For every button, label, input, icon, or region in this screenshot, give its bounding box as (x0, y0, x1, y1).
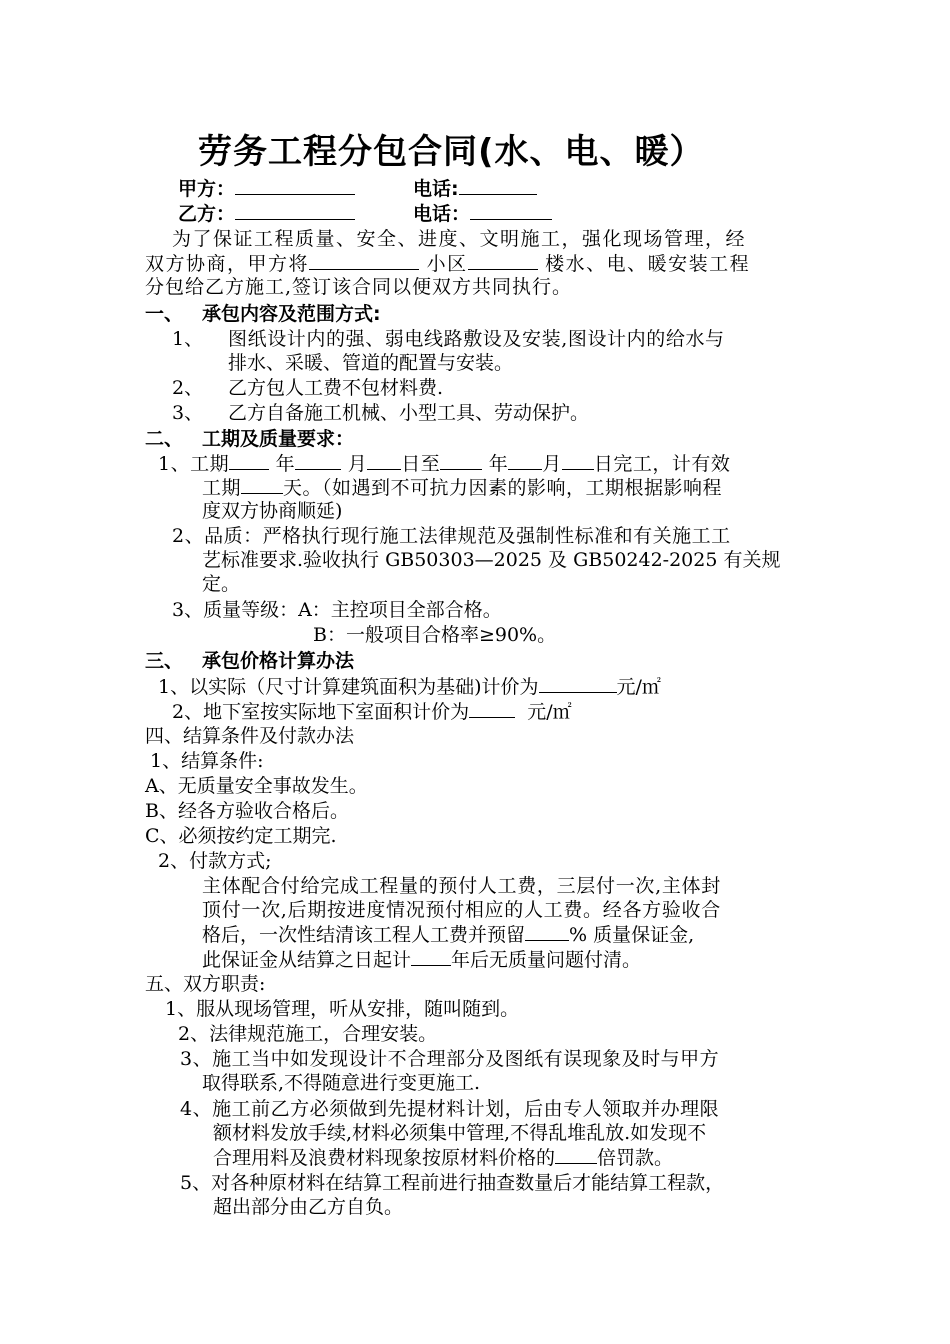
retention-percent-blank (525, 922, 569, 941)
s2-text: 日完工，计有效 (593, 453, 731, 475)
s2-text: 年 (488, 453, 509, 475)
s2-text: 日至 (401, 453, 441, 475)
intro-line-2 (145, 251, 750, 276)
intro-text: 楼水、电、暖安装工程 (545, 253, 751, 275)
s5-item-5-line-1: 5、对各种原材料在结算工程前进行抽查数量后才能结算工程款， (180, 1172, 725, 1194)
start-year-blank (229, 451, 269, 470)
party-b-phone-line (413, 201, 552, 226)
s2-text: 月 (542, 453, 562, 475)
s2-item-2-line-2: 艺标准要求.验收执行 GB50303—2025 及 GB50242-2025 有关规 (202, 549, 781, 571)
s3-text: 1、以实际（尺寸计算建筑面积为基础)计价为 (158, 676, 539, 698)
unit-price-blank (539, 674, 617, 693)
s4-condition-a: A、无质量安全事故发生。 (145, 775, 368, 797)
s2-text: 工期 (202, 477, 242, 499)
end-month-blank (508, 451, 542, 470)
s1-item-1-num: 1、 (172, 328, 204, 350)
s4-condition-b: B、经各方验收合格后。 (145, 800, 349, 822)
s4-item-2: 2、付款方式; (158, 850, 272, 872)
s5-item-4-line-1: 4、施工前乙方必须做到先提材料计划，后由专人领取并办理限 (180, 1098, 720, 1120)
start-month-blank (295, 451, 341, 470)
s4-payment-line-3 (202, 922, 694, 947)
party-a-label: 甲方： (178, 178, 236, 200)
s4-item-1: 1、结算条件: (150, 750, 264, 772)
intro-line-1: 为了保证工程质量、安全、进度、文明施工，强化现场管理，经 (172, 228, 747, 250)
s5-item-4-line-3 (213, 1145, 673, 1170)
section-1-number: 一、 (145, 303, 184, 325)
s3-unit: 元/㎡ (616, 676, 661, 698)
penalty-multiple-blank (555, 1145, 597, 1164)
s5-item-3-line-1: 3、施工当中如发现设计不合理部分及图纸有误现象及时与甲方 (180, 1048, 720, 1070)
s5-item-2: 2、法律规范施工，合理安装。 (178, 1023, 438, 1045)
s3-item-1 (158, 674, 661, 699)
s5-text: 合理用料及浪费材料现象按原材料价格的 (213, 1147, 556, 1169)
s4-text: 此保证金从结算之日起计 (202, 949, 412, 971)
s4-text: 年后无质量问题付清。 (451, 949, 642, 971)
s5-item-5-line-2: 超出部分由乙方自负。 (213, 1196, 404, 1218)
s4-condition-c: C、必须按约定工期完. (145, 825, 337, 847)
party-b-blank (235, 201, 355, 220)
party-a-blank (235, 176, 355, 195)
duration-days-blank (241, 475, 283, 494)
party-a-line (178, 176, 355, 201)
s2-text: 年 (275, 453, 296, 475)
s2-item-1-line-1 (158, 451, 730, 476)
section-3-heading: 承包价格计算办法 (202, 650, 355, 672)
basement-price-blank (469, 699, 515, 718)
s5-item-4-line-2: 额材料发放手续,材料必须集中管理,不得乱堆乱放.如发现不 (213, 1122, 707, 1144)
s3-unit: 元/㎡ (527, 701, 572, 723)
s1-item-1-line-2: 排水、采暖、管道的配置与安装。 (228, 352, 514, 374)
s1-item-1-line-1: 图纸设计内的强、弱电线路敷设及安装,图设计内的给水与 (228, 328, 725, 350)
section-5-heading: 五、双方职责: (145, 973, 266, 995)
s5-item-1: 1、服从现场管理，听从安排，随叫随到。 (165, 998, 520, 1020)
party-b-label: 乙方： (178, 203, 236, 225)
s2-item-3-line-2: B：一般项目合格率≥90%。 (313, 624, 557, 646)
warranty-years-blank (411, 947, 451, 966)
s4-payment-line-1: 主体配合付给完成工程量的预付人工费，三层付一次,主体封 (202, 875, 721, 897)
party-a-phone-line (413, 176, 537, 201)
s4-payment-line-4 (202, 947, 641, 972)
intro-text: 双方协商，甲方将 (145, 253, 310, 275)
start-day-blank (367, 451, 401, 470)
s2-item-2-line-3: 定。 (202, 573, 241, 595)
section-3-number: 三、 (145, 650, 184, 672)
s5-text: 倍罚款。 (597, 1147, 674, 1169)
party-b-phone-blank (470, 201, 552, 220)
s1-item-3: 乙方自备施工机械、小型工具、劳动保护。 (228, 402, 590, 424)
s2-item-3-line-1: 3、质量等级：A：主控项目全部合格。 (172, 599, 502, 621)
s2-text: 月 (347, 453, 368, 475)
s4-text: 格后，一次性结清该工程人工费并预留 (202, 924, 526, 946)
section-2-heading: 工期及质量要求： (202, 428, 355, 450)
project-name-blank (309, 251, 419, 270)
end-day-blank (562, 451, 594, 470)
party-a-phone-blank (459, 176, 537, 195)
s2-item-1-line-2 (202, 475, 722, 500)
s2-text: 天。（如遇到不可抗力因素的影响，工期根据影响程 (283, 477, 723, 499)
s2-text: 1、工期 (158, 453, 230, 475)
s3-item-2 (172, 699, 572, 724)
s1-item-3-num: 3、 (172, 402, 204, 424)
party-b-line (178, 201, 355, 226)
party-b-phone-label: 电话： (413, 203, 471, 225)
section-4-heading: 四、结算条件及付款办法 (145, 725, 355, 747)
building-blank (468, 251, 538, 270)
end-year-blank (440, 451, 482, 470)
party-a-phone-label: 电话: (413, 178, 459, 200)
section-2-number: 二、 (145, 428, 184, 450)
intro-text: 小区 (426, 253, 468, 275)
s2-item-1-line-3: 度双方协商顺延) (202, 500, 343, 522)
s1-item-2: 乙方包人工费不包材料费. (228, 377, 444, 399)
s1-item-2-num: 2、 (172, 377, 204, 399)
intro-line-3: 分包给乙方施工,签订该合同以便双方共同执行。 (145, 276, 573, 298)
document-title: 劳务工程分包合同(水、电、暖） (198, 132, 705, 172)
s2-item-2-line-1: 2、品质：严格执行现行施工法律规范及强制性标准和有关施工工 (172, 525, 731, 547)
s4-text: % 质量保证金, (569, 924, 695, 946)
section-1-heading: 承包内容及范围方式: (202, 303, 381, 325)
s5-item-3-line-2: 取得联系,不得随意进行变更施工. (202, 1072, 481, 1094)
s3-text: 2、地下室按实际地下室面积计价为 (172, 701, 470, 723)
s4-payment-line-2: 顶付一次,后期按进度情况预付相应的人工费。经各方验收合 (202, 899, 721, 921)
